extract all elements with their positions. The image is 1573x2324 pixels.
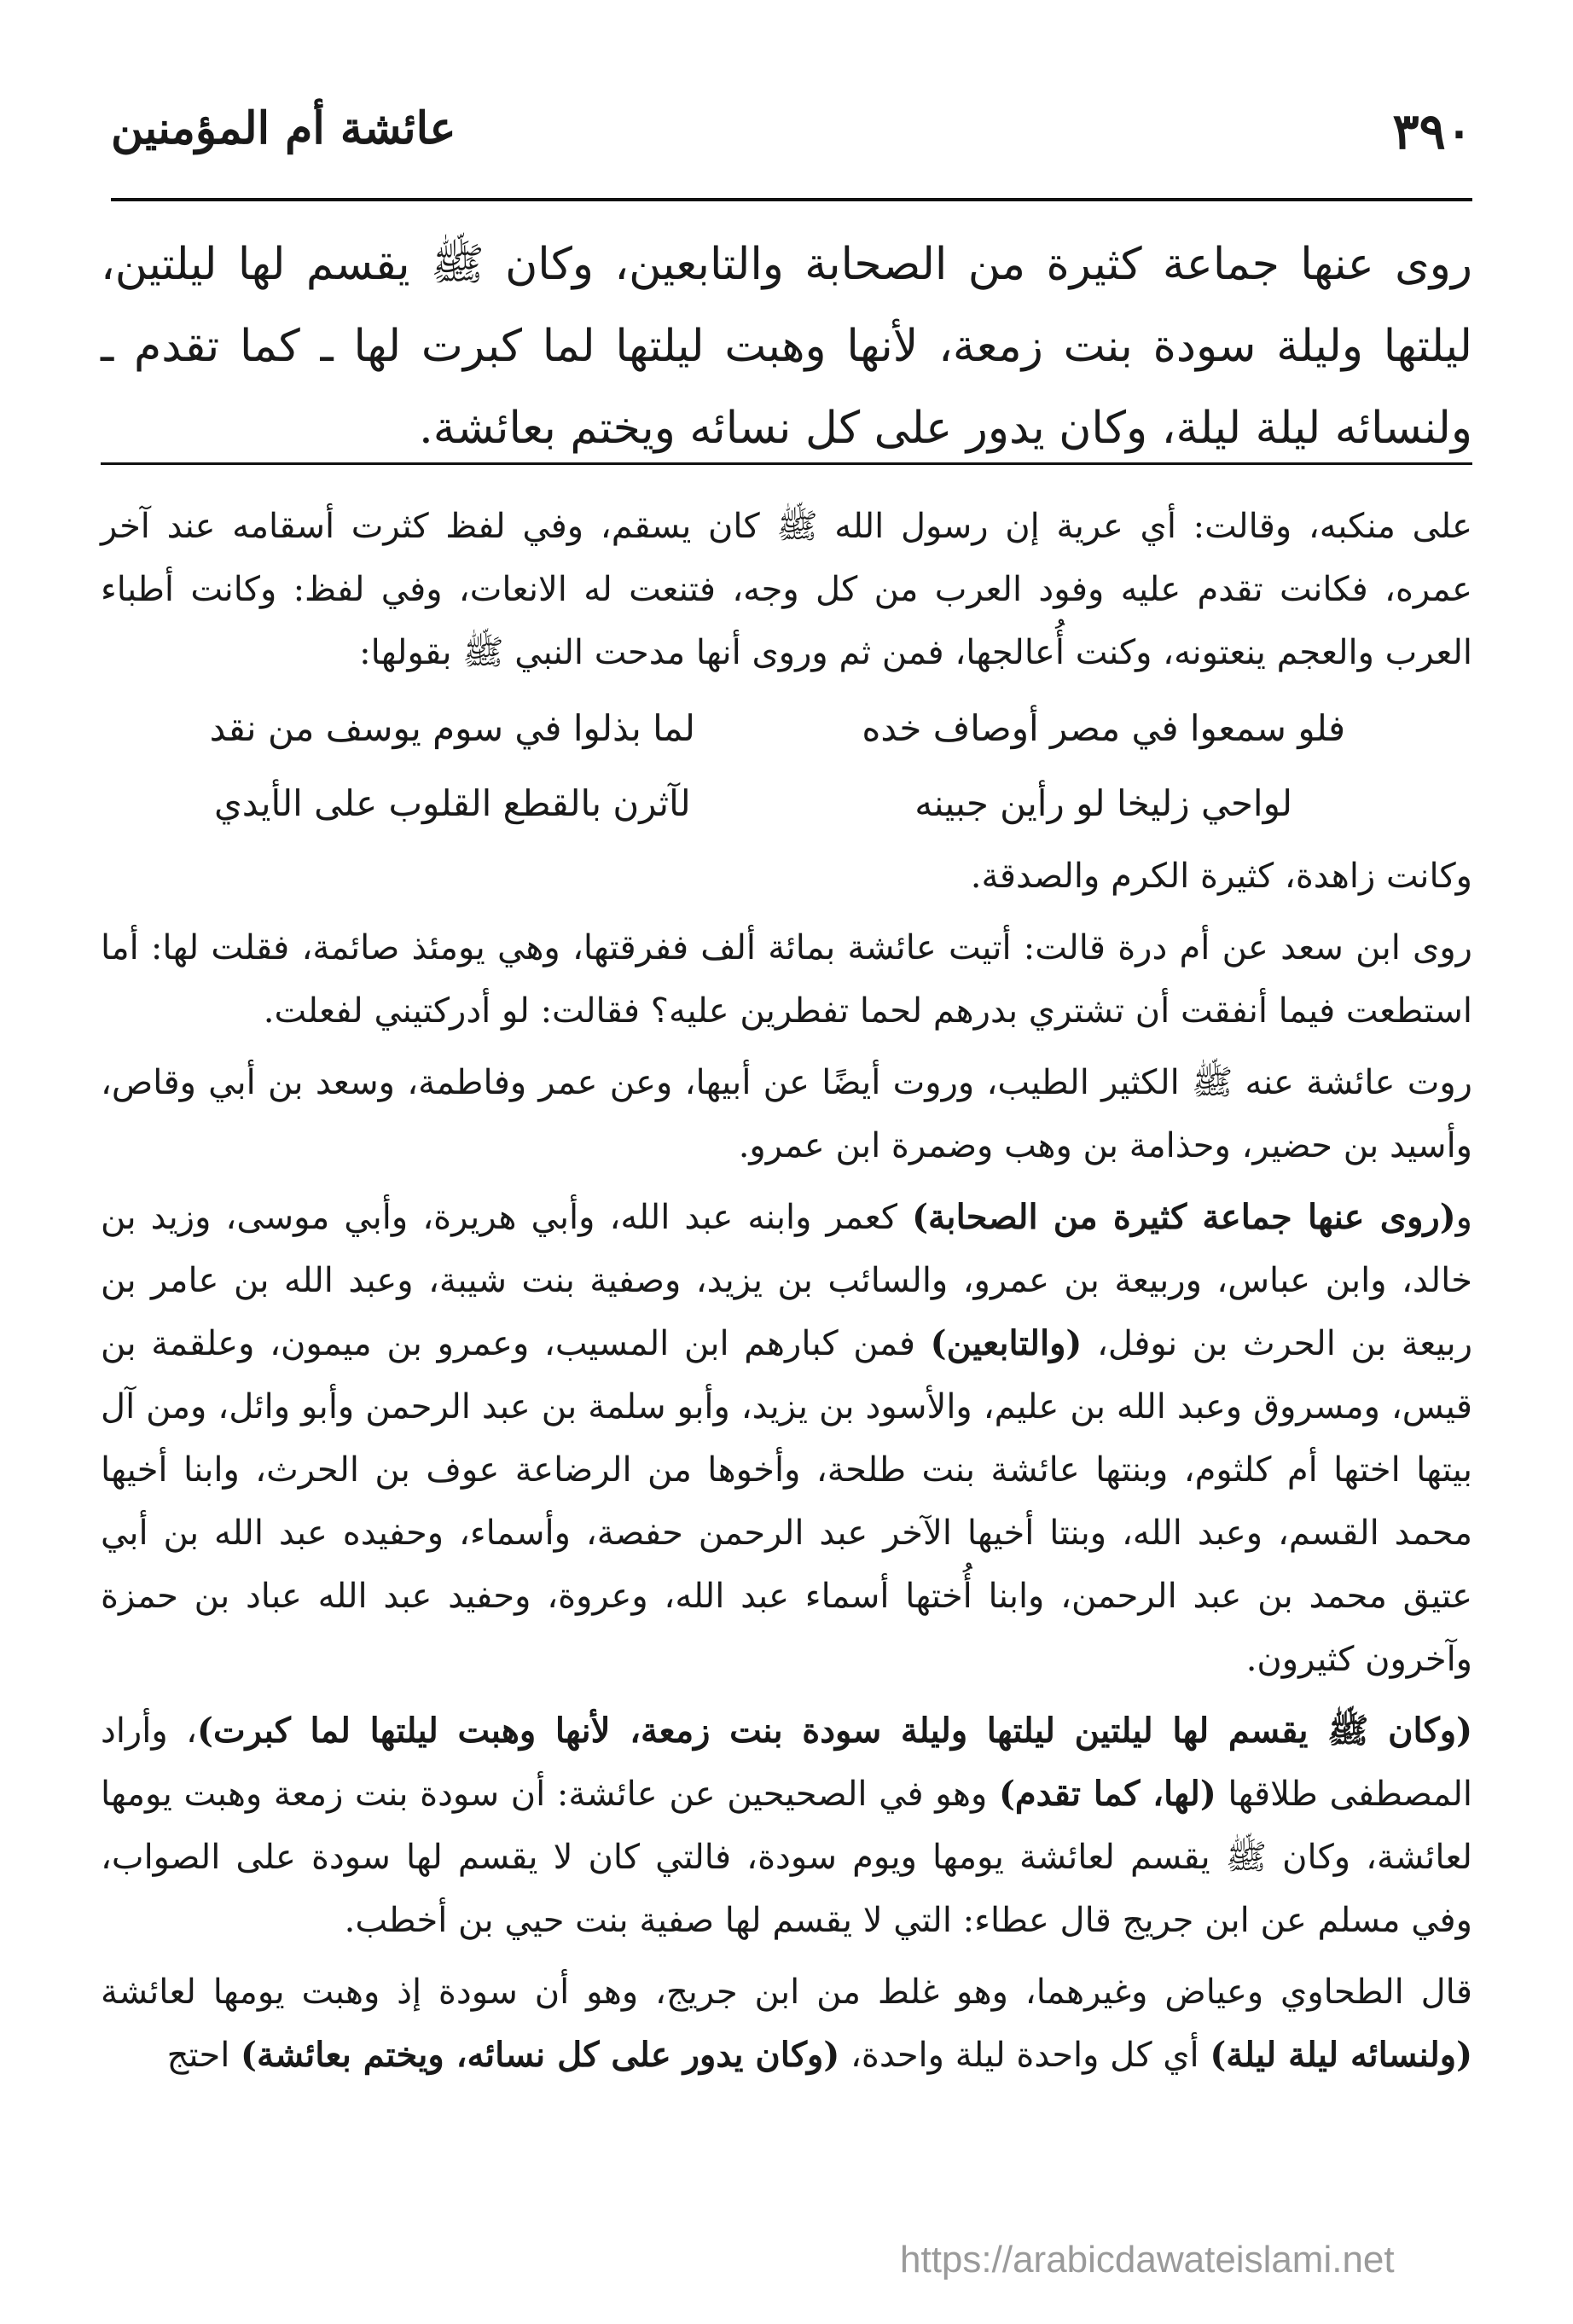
text-run: و	[1455, 1198, 1472, 1237]
commentary-paragraph	[101, 1961, 1472, 2087]
text-run: أي كل واحدة ليلة واحدة،	[839, 2036, 1210, 2075]
verse-second-half: لما بذلوا في سوم يوسف من نقد	[209, 707, 695, 749]
verse-first-half: لواحي زليخا لو رأين جبينه	[914, 782, 1293, 824]
text-run: ، وأراد المصطفى طلاقها	[101, 1711, 1472, 1814]
page-header	[111, 102, 1472, 196]
poem-verse	[101, 691, 1472, 766]
quoted-matn: (وكان يدور على كل نسائه، ويختم بعائشة)	[241, 2035, 840, 2075]
page-number: ٣٩٠	[1392, 102, 1472, 160]
watermark-url: https://arabicdawateislami.net	[900, 2239, 1395, 2280]
commentary-paragraph: روت عائشة عنه ﷺ الكثير الطيب، وروت أيضًا عن أبيها، وعن عمر وفاطمة، وسعد بن أبي وقاص، وأسيد بن حضير، وحذامة بن وهب وضمرة ابن عمرو.	[101, 1063, 1472, 1165]
commentary-paragraph: على منكبه، وقالت: أي عرية إن رسول الله ﷺ كان يسقم، وفي لفظ كثرت أسقامه عند آخر عمره، فكانت تقدم عليه وفود العرب من كل وجه، فتنعت له الانعات، وفي لفظ: وكانت أطباء العرب والعجم ينعتونه، وكنت أُعالجها، فمن ثم وروى أنها مدحت النبي ﷺ بقولها:	[101, 507, 1472, 672]
poem-verse	[101, 766, 1472, 841]
text-run: قال الطحاوي وعياض وغيرهما، وهو غلط من ابن جريج، وهو أن سودة إذ وهبت يومها لعائشة	[101, 1972, 1472, 2012]
text-run: احتج	[166, 2036, 241, 2075]
main-text: روى عنها جماعة كثيرة من الصحابة والتابعين، وكان ﷺ يقسم لها ليلتين، ليلتها وليلة سودة بنت زمعة، لأنها وهبت ليلتها لما كبرت لها ـ كما تقدم ـ ولنسائه ليلة ليلة، وكان يدور على كل نسائه ويختم بعائشة.	[101, 239, 1472, 454]
quoted-matn: (وكان ﷺ يقسم لها ليلتين ليلتها وليلة سودة بنت زمعة، لأنها وهبت ليلتها لما كبرت)	[197, 1711, 1472, 1751]
verse-second-half: لآثرن بالقطع القلوب على الأيدي	[213, 782, 691, 824]
verse-first-half: فلو سمعوا في مصر أوصاف خده	[862, 707, 1346, 749]
commentary-paragraph: وكانت زاهدة، كثيرة الكرم والصدقة.	[970, 857, 1472, 896]
commentary-paragraph	[101, 1186, 1472, 1691]
quoted-matn: (والتابعين)	[930, 1323, 1083, 1363]
text-divider-rule	[101, 462, 1472, 465]
quoted-matn: (لها، كما تقدم)	[998, 1774, 1216, 1814]
text-run: كعمر وابنه عبد الله، وأبي هريرة، وأبي موسى، وزيد بن خالد، وابن عباس، وربيعة بن عمرو، والسائب بن يزيد، وصفية بنت شيبة، وعبد الله بن عامر بن ربيعة بن الحرث بن نوفل،	[101, 1198, 1473, 1363]
quoted-matn: (روى عنها جماعة كثيرة من الصحابة)	[912, 1197, 1456, 1237]
poem	[101, 691, 1472, 841]
text-run: فمن كبارهم ابن المسيب، وعمرو بن ميمون، وعلقمة بن قيس، ومسروق وعبد الله بن عليم، والأسود بن يزيد، وأبو سلمة بن عبد الرحمن وأبو وائل، ومن آل بيتها اختها أم كلثوم، وبنتها عائشة بنت طلحة، وأخوها من الرضاعة عوف بن الحرث، وابنا أخيها محمد القسم، وعبد الله، وبنتا أخيها الآخر عبد الرحمن حفصة، وأسماء، وحفيده عبد الله بن أبي عتيق محمد بن عبد الرحمن، وابنا أُختها أسماء عبد الله، وعروة، وحفيد عبد الله عباد بن حمزة وآخرون كثيرون.	[101, 1324, 1472, 1679]
commentary-paragraph: روى ابن سعد عن أم درة قالت: أتيت عائشة بمائة ألف ففرقتها، وهي يومئذ صائمة، فقلت لها: أما استطعت فيما أنفقت أن تشتري بدرهم لحما تفطرين عليه؟ فقالت: لو أدركتيني لفعلت.	[101, 928, 1472, 1031]
commentary	[101, 495, 1472, 2087]
running-title: عائشة أم المؤمنين	[111, 102, 456, 154]
header-rule	[111, 198, 1472, 201]
commentary-paragraph	[101, 1699, 1472, 1952]
text-run: وهو في الصحيحين عن عائشة: أن سودة بنت زمعة وهبت يومها لعائشة، وكان ﷺ يقسم لعائشة يومها ويوم سودة، فالتي كان لا يقسم لها سودة على الصواب، وفي مسلم عن ابن جريج قال عطاء: التي لا يقسم لها صفية بنت حيي بن أخطب.	[101, 1775, 1472, 1940]
quoted-matn: (ولنسائه ليلة ليلة)	[1210, 2035, 1472, 2075]
